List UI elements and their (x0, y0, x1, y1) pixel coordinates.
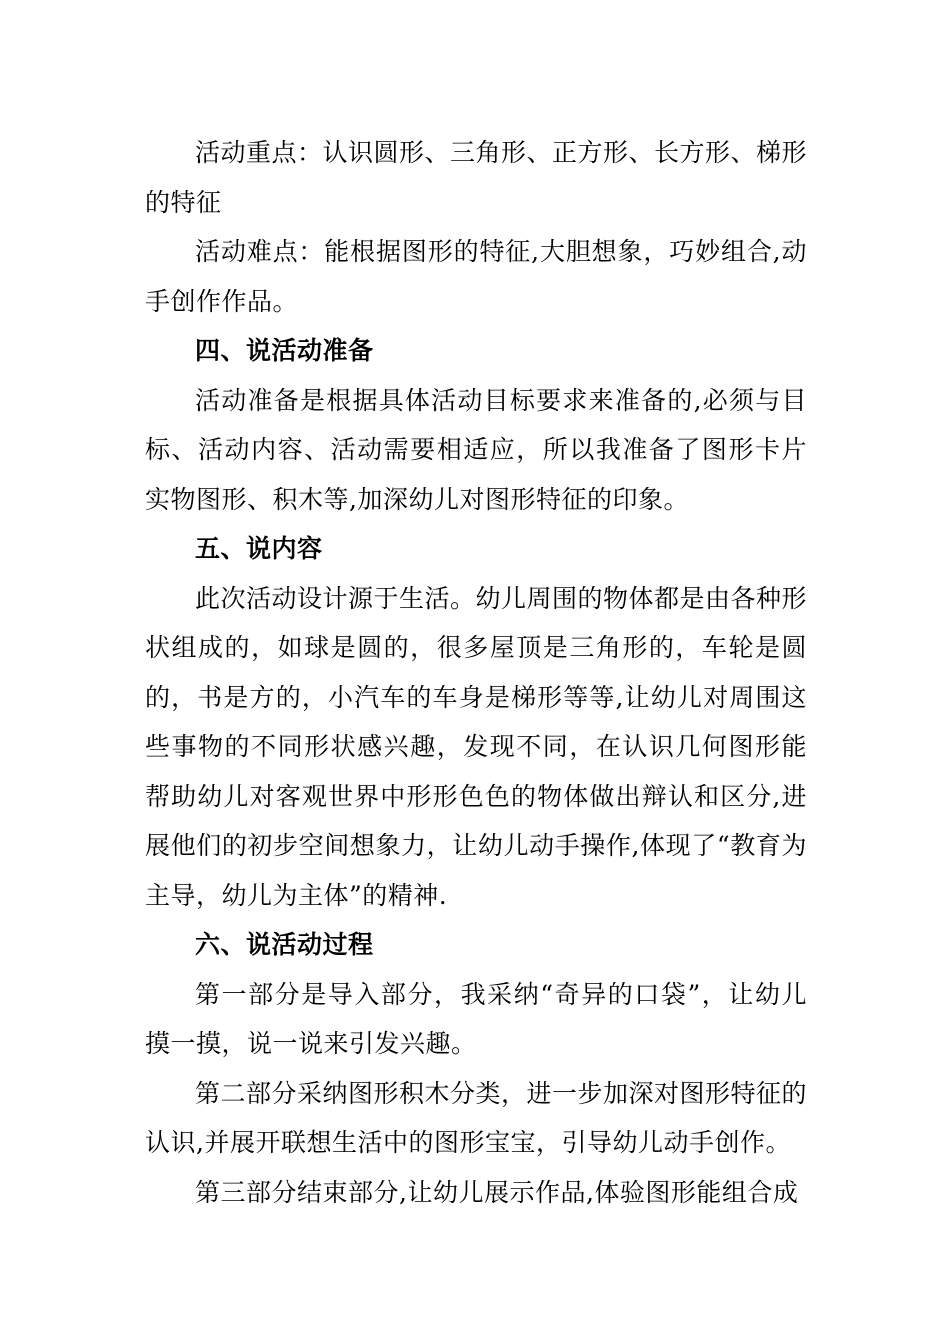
paragraph-preparation: 活动准备是根据具体活动目标要求来准备的,必须与目标、活动内容、活动需要相适应，所以我准备了图形卡片实物图形、积木等,加深幼儿对图形特征的印象。 (145, 385, 807, 514)
section-heading-content: 五、说内容 (195, 534, 323, 563)
section-heading-preparation: 四、说活动准备 (195, 336, 374, 365)
paragraph-process-part-one: 第一部分是导入部分，我采纳“奇异的口袋”，让幼儿摸一摸，说一说来引发兴趣。 (145, 979, 807, 1058)
paragraph-content: 此次活动设计源于生活。幼儿周围的物体都是由各种形状组成的，如球是圆的，很多屋顶是三角形的，车轮是圆的，书是方的，小汽车的车身是梯形等等,让幼儿对周围这些事物的不同形状感兴趣，发现不同，在认识几何图形能帮助幼儿对客观世界中形形色色的物体做出辩认和区分,进展他们的初步空间想象力，让幼儿动手操作,体现了“教育为主导，幼儿为主体”的精神. (145, 583, 808, 910)
document-body (145, 128, 807, 1217)
paragraph-activity-difficulty: 活动难点：能根据图形的特征,大胆想象，巧妙组合,动手创作作品。 (145, 237, 807, 316)
paragraph-process-part-two: 第二部分采纳图形积木分类，进一步加深对图形特征的认识,并展开联想生活中的图形宝宝，引导幼儿动手创作。 (145, 1078, 808, 1157)
paragraph-activity-focus: 活动重点：认识圆形、三角形、正方形、长方形、梯形的特征 (145, 138, 808, 217)
paragraph-process-part-three: 第三部分结束部分,让幼儿展示作品,体验图形能组合成 (195, 1177, 799, 1207)
section-heading-process: 六、说活动过程 (195, 930, 374, 959)
